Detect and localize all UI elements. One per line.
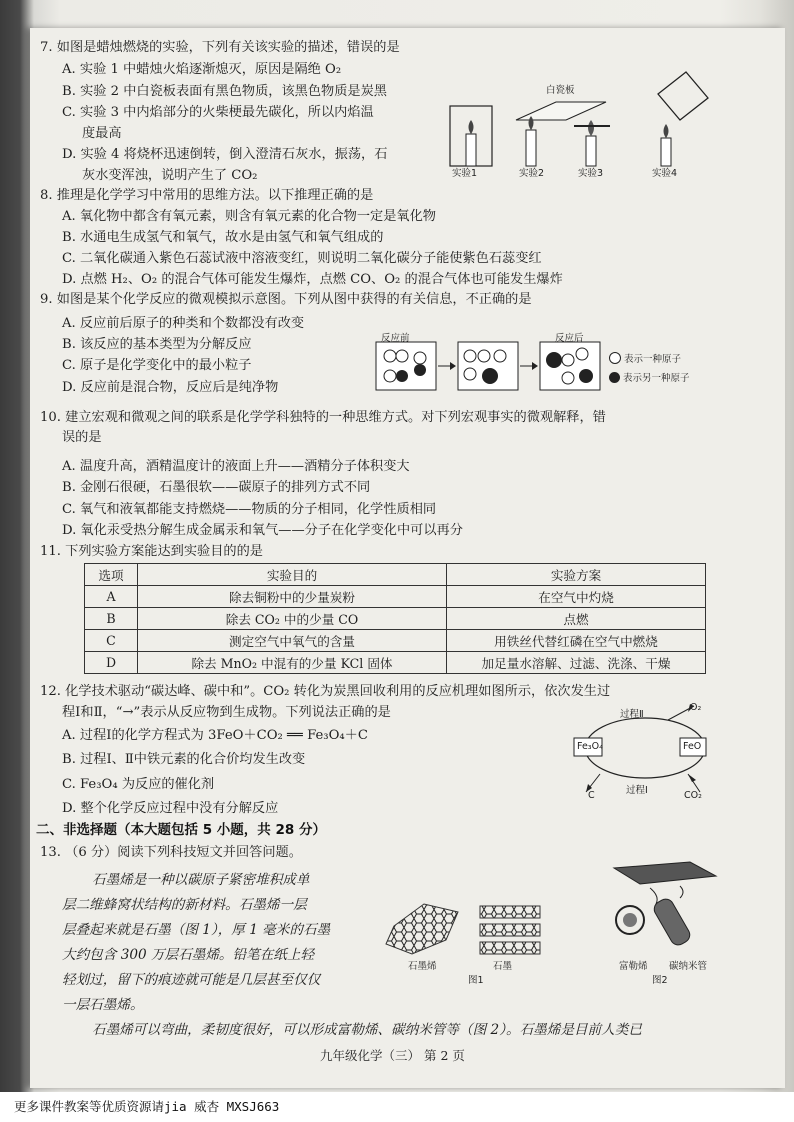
nanotube-icon <box>651 896 692 948</box>
q9-after-label: 反应后 <box>555 333 584 344</box>
q7-option-a: A. 实验 1 中蜡烛火焰逐渐熄灭，原因是隔绝 O₂ <box>62 62 342 77</box>
table-cell: 除去 MnO₂ 中混有的少量 KCl 固体 <box>138 652 447 674</box>
q8-option-c: C. 二氧化碳通入紫色石蕊试液中溶液变红，则说明二氧化碳分子能使紫色石蕊变红 <box>62 251 542 266</box>
q9-before-label: 反应前 <box>381 333 410 344</box>
table-cell: C <box>85 630 138 652</box>
table-row <box>85 652 706 674</box>
q13-fig1-caption: 图1 <box>468 975 484 986</box>
q7-option-d: D. 实验 4 将烧杯迅速倒转，倒入澄清石灰水，振荡，石 <box>62 147 388 162</box>
table-cell: 加足量水溶解、过滤、洗涤、干燥 <box>447 652 706 674</box>
q12-fe3o4-label: Fe₃O₄ <box>577 741 603 752</box>
q12-c-label: C <box>588 790 595 801</box>
q10-stem: 10. 建立宏观和微观之间的联系是化学学科独特的一种思维方式。对下列宏观事实的微观解释，错 <box>40 410 606 425</box>
q12-process1-label: 过程Ⅰ <box>626 785 648 796</box>
q13-para-line7: 石墨烯可以弯曲，柔韧度很好，可以形成富勒烯、碳纳米管等（图 2）。石墨烯是目前人类已 <box>92 1022 642 1038</box>
q8-option-a: A. 氧化物中都含有氧元素，则含有氧元素的化合物一定是氧化物 <box>62 209 436 224</box>
table-header-cell: 实验目的 <box>138 564 447 586</box>
q9-option-c: C. 原子是化学变化中的最小粒子 <box>62 358 252 373</box>
table-row <box>85 608 706 630</box>
table-cell: 用铁丝代替红磷在空气中燃烧 <box>447 630 706 652</box>
q13-stem: 13. （6 分）阅读下列科技短文并回答问题。 <box>40 845 302 860</box>
q12-option-a: A. 过程Ⅰ的化学方程式为 3FeO＋CO₂ ══ Fe₃O₄＋C <box>62 728 368 743</box>
q13-para-line1: 石墨烯是一种以碳原子紧密堆积成单 <box>92 872 310 888</box>
q12-option-c: C. Fe₃O₄ 为反应的催化剂 <box>62 777 215 792</box>
q13-para-line3: 层叠起来就是石墨（图 1），厚 1 毫米的石墨 <box>62 922 331 938</box>
table-cell: 除去铜粉中的少量炭粉 <box>138 586 447 608</box>
q9-middle-box <box>458 342 518 390</box>
table-header-cell: 选项 <box>85 564 138 586</box>
q13-fig2-fullerene-label: 富勒烯 <box>619 961 648 972</box>
q10-option-a: A. 温度升高，酒精温度计的液面上升——酒精分子体积变大 <box>62 459 410 474</box>
q13-para-line5: 轻划过，留下的痕迹就可能是几层甚至仅仅 <box>62 972 321 988</box>
q7-option-c-cont: 度最高 <box>82 126 122 141</box>
q9-legend-black-text: 表示另一种原子 <box>623 373 690 384</box>
q9-stem: 9. 如图是某个化学反应的微观模拟示意图。下列从图中获得的有关信息，不正确的是 <box>40 292 532 307</box>
table-header-cell: 实验方案 <box>447 564 706 586</box>
q11-stem: 11. 下列实验方案能达到实验目的的是 <box>40 544 263 559</box>
table-cell: B <box>85 608 138 630</box>
q7-label-exp2: 实验2 <box>519 168 545 179</box>
table-cell: 点燃 <box>447 608 706 630</box>
page-footer: 九年级化学（三） 第 2 页 <box>320 1048 465 1063</box>
q13-fig2-nanotube-label: 碳纳米管 <box>669 961 708 972</box>
q13-para-line6: 一层石墨烯。 <box>62 997 144 1013</box>
q7-label-exp1: 实验1 <box>452 168 478 179</box>
experiment3-match <box>574 120 610 166</box>
q13-figure1 <box>384 896 584 966</box>
table-cell: A <box>85 586 138 608</box>
black-atom-icon <box>609 372 620 383</box>
table-cell: 在空气中灼烧 <box>447 586 706 608</box>
q8-option-d: D. 点燃 H₂、O₂ 的混合气体可能发生爆炸，点燃 CO、O₂ 的混合气体也可能发生爆炸 <box>62 272 563 287</box>
experiment1-jar <box>450 106 492 166</box>
section-heading: 二、非选择题（本大题包括 5 小题，共 28 分） <box>36 822 326 838</box>
graphene-sheet-icon <box>386 904 458 954</box>
q13-fig1-graphite-label: 石墨 <box>493 961 513 972</box>
resource-note: 更多课件教案等优质资源请jia 威杏 MXSJ663 <box>14 1099 280 1114</box>
table-cell: 测定空气中氧气的含量 <box>138 630 447 652</box>
q7-stem: 7. 如图是蜡烛燃烧的实验，下列有关该实验的描述，错误的是 <box>40 40 400 55</box>
q10-option-c: C. 氧气和液氧都能支持燃烧——物质的分子相同，化学性质相同 <box>62 502 437 517</box>
q13-fig1-graphene-label: 石墨烯 <box>408 961 437 972</box>
q12-option-d: D. 整个化学反应过程中没有分解反应 <box>62 801 279 816</box>
q12-co2-label: CO₂ <box>684 790 702 801</box>
q10-option-d: D. 氧化汞受热分解生成金属汞和氧气——分子在化学变化中可以再分 <box>62 523 463 538</box>
table-row <box>85 630 706 652</box>
white-atom-icon <box>609 352 621 364</box>
q7-option-c: C. 实验 3 中内焰部分的火柴梗最先碳化，所以内焰温 <box>62 105 374 120</box>
q12-option-b: B. 过程Ⅰ、Ⅱ中铁元素的化合价均发生改变 <box>62 752 306 767</box>
q9-legend-white-text: 表示一种原子 <box>624 354 682 365</box>
q7-option-d-cont: 灰水变浑浊，说明产生了 CO₂ <box>82 168 258 183</box>
q7-label-exp3: 实验3 <box>578 168 604 179</box>
q13-para-line4: 大约包含 300 万层石墨烯。铅笔在纸上轻 <box>62 947 315 963</box>
q10-stem-cont: 误的是 <box>62 430 102 445</box>
q11-table <box>84 563 706 674</box>
q9-legend-black <box>609 370 690 384</box>
q13-para-line2: 层二维蜂窝状结构的新材料。石墨烯一层 <box>62 897 307 913</box>
q9-before-box <box>376 342 436 390</box>
table-cell: D <box>85 652 138 674</box>
graphene-sheet-icon <box>614 862 716 884</box>
q12-feo-label: FeO <box>683 741 702 752</box>
q9-option-b: B. 该反应的基本类型为分解反应 <box>62 337 252 352</box>
q13-fig2-caption: 图2 <box>652 975 668 986</box>
q8-option-b: B. 水通电生成氢气和氧气，故水是由氢气和氧气组成的 <box>62 230 384 245</box>
q8-stem: 8. 推理是化学学习中常用的思维方法。以下推理正确的是 <box>40 188 374 203</box>
table-cell: 除去 CO₂ 中的少量 CO <box>138 608 447 630</box>
q10-option-b: B. 金刚石很硬，石墨很软——碳原子的排列方式不同 <box>62 480 371 495</box>
experiment4-beaker <box>658 72 708 166</box>
q13-figure2 <box>600 858 720 958</box>
q9-legend-white <box>609 351 681 365</box>
table-row <box>85 586 706 608</box>
q12-process2-label: 过程Ⅱ <box>620 709 644 720</box>
q12-stem: 12. 化学技术驱动“碳达峰、碳中和”。CO₂ 转化为炭黑回收利用的反应机理如图所示，依次发生过 <box>40 684 611 699</box>
q7-label-exp4: 实验4 <box>652 168 678 179</box>
q7-option-b: B. 实验 2 中白瓷板表面有黑色物质，该黑色物质是炭黑 <box>62 84 387 99</box>
q9-option-a: A. 反应前后原子的种类和个数都没有改变 <box>62 316 305 331</box>
table-header-row <box>85 564 706 586</box>
q12-stem-cont: 程Ⅰ和Ⅱ，“→”表示从反应物到生成物。下列说法正确的是 <box>62 705 391 720</box>
q9-option-d: D. 反应前是混合物，反应后是纯净物 <box>62 380 279 395</box>
q12-o2-label: O₂ <box>690 702 702 713</box>
q9-after-box <box>540 342 600 390</box>
q7-plate-label: 白瓷板 <box>546 85 575 96</box>
graphite-layers-icon <box>480 906 540 954</box>
